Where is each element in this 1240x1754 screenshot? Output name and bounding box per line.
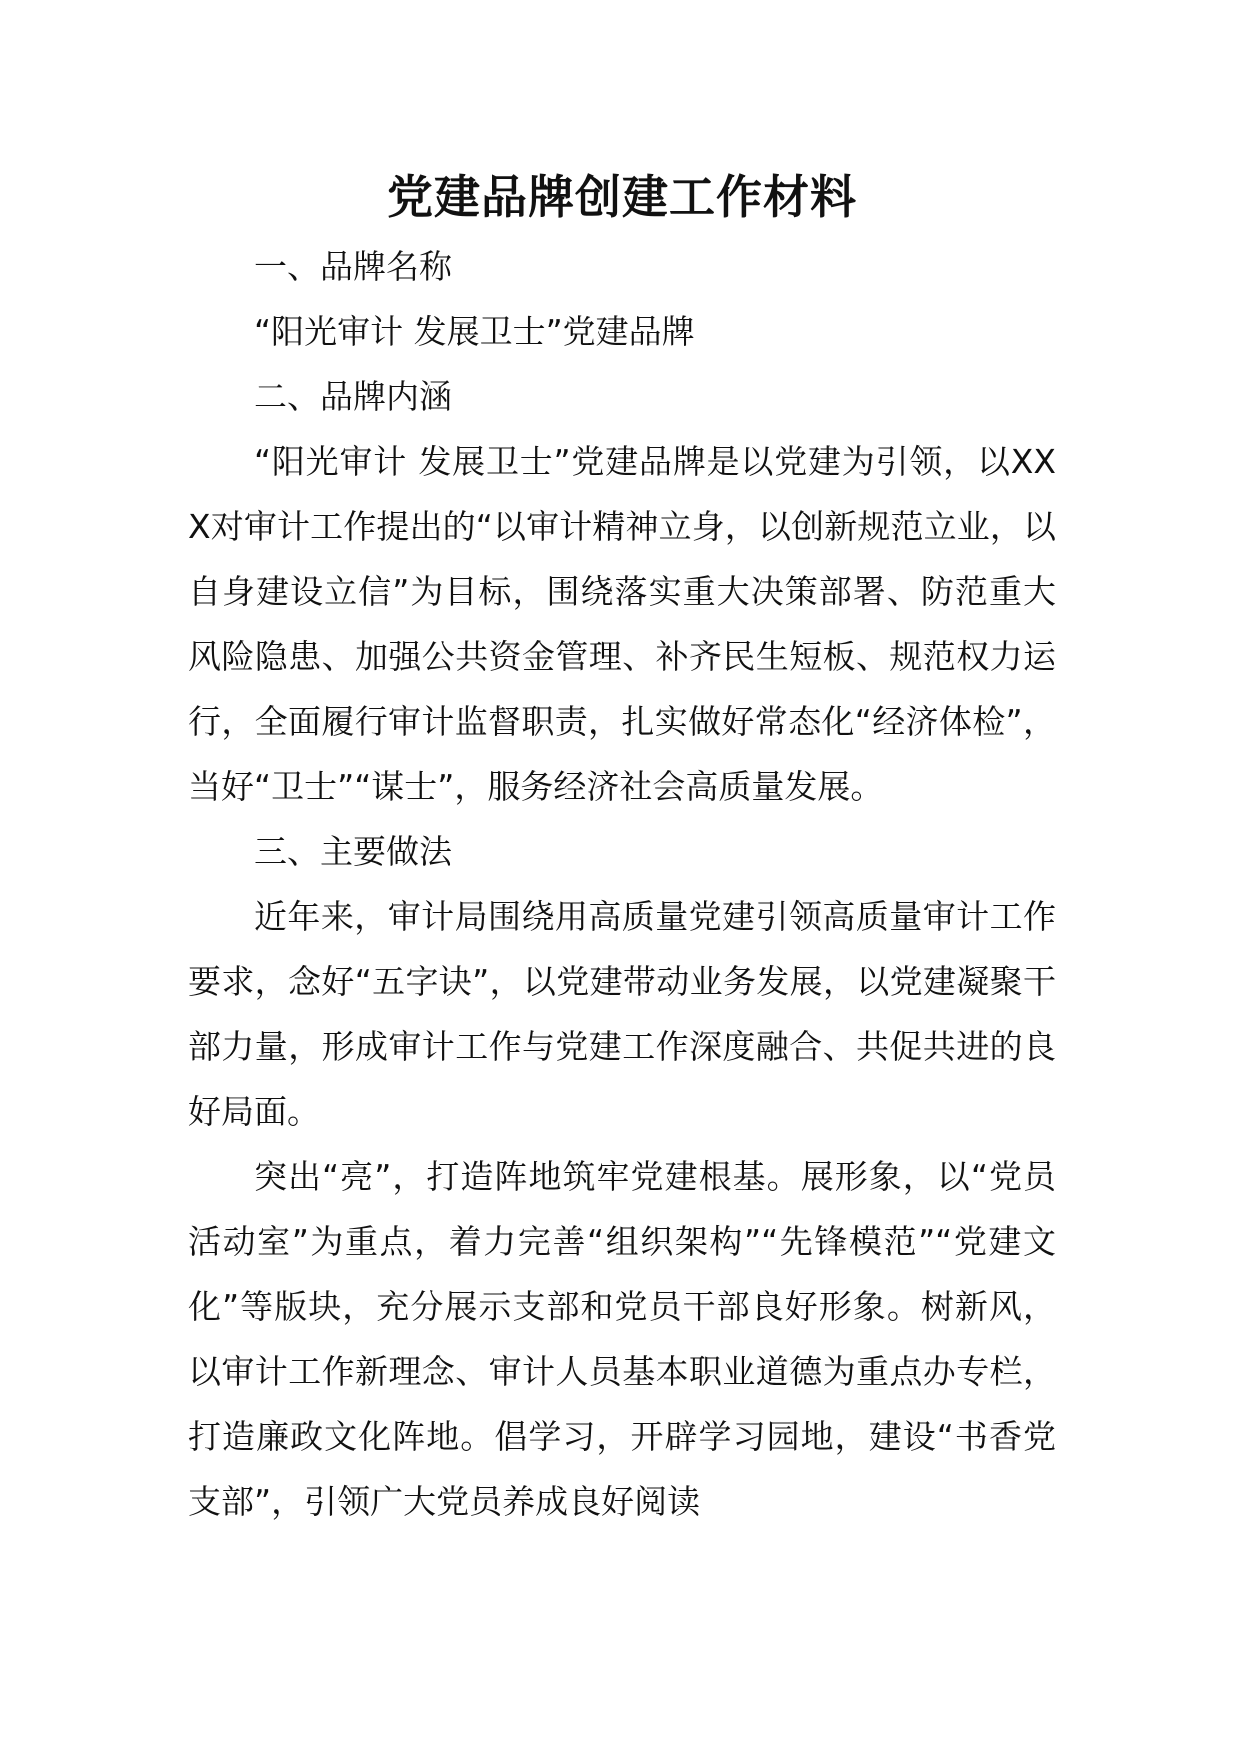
- document-page: [188, 160, 1056, 1534]
- document-title: 党建品牌创建工作材料: [387, 170, 857, 224]
- section-heading-brand-name: 一、品牌名称: [254, 247, 452, 286]
- highlight-paragraph: 突出“亮”，打造阵地筑牢党建根基。展形象，以“党员活动室”为重点，着力完善“组织架构”“先锋模范”“党建文化”等版块，充分展示支部和党员干部良好形象。树新风，以审计工作新理念、审计人员基本职业道德为重点办专栏，打造廉政文化阵地。倡学习，开辟学习园地，建设“书香党支部”，引领广大党员养成良好阅读: [188, 1157, 1056, 1521]
- main-practices-intro-paragraph: 近年来，审计局围绕用高质量党建引领高质量审计工作要求，念好“五字诀”，以党建带动业务发展，以党建凝聚干部力量，形成审计工作与党建工作深度融合、共促共进的良好局面。: [188, 897, 1056, 1131]
- brand-name-text: “阳光审计 发展卫士”党建品牌: [254, 312, 695, 351]
- section-heading-main-practices: 三、主要做法: [254, 832, 452, 871]
- brand-connotation-paragraph: “阳光审计 发展卫士”党建品牌是以党建为引领，以XXX对审计工作提出的“以审计精神立身，以创新规范立业，以自身建设立信”为目标，围绕落实重大决策部署、防范重大风险隐患、加强公共资金管理、补齐民生短板、规范权力运行，全面履行审计监督职责，扎实做好常态化“经济体检”，当好“卫士”“谋士”，服务经济社会高质量发展。: [188, 442, 1056, 806]
- section-heading-brand-connotation: 二、品牌内涵: [254, 377, 452, 416]
